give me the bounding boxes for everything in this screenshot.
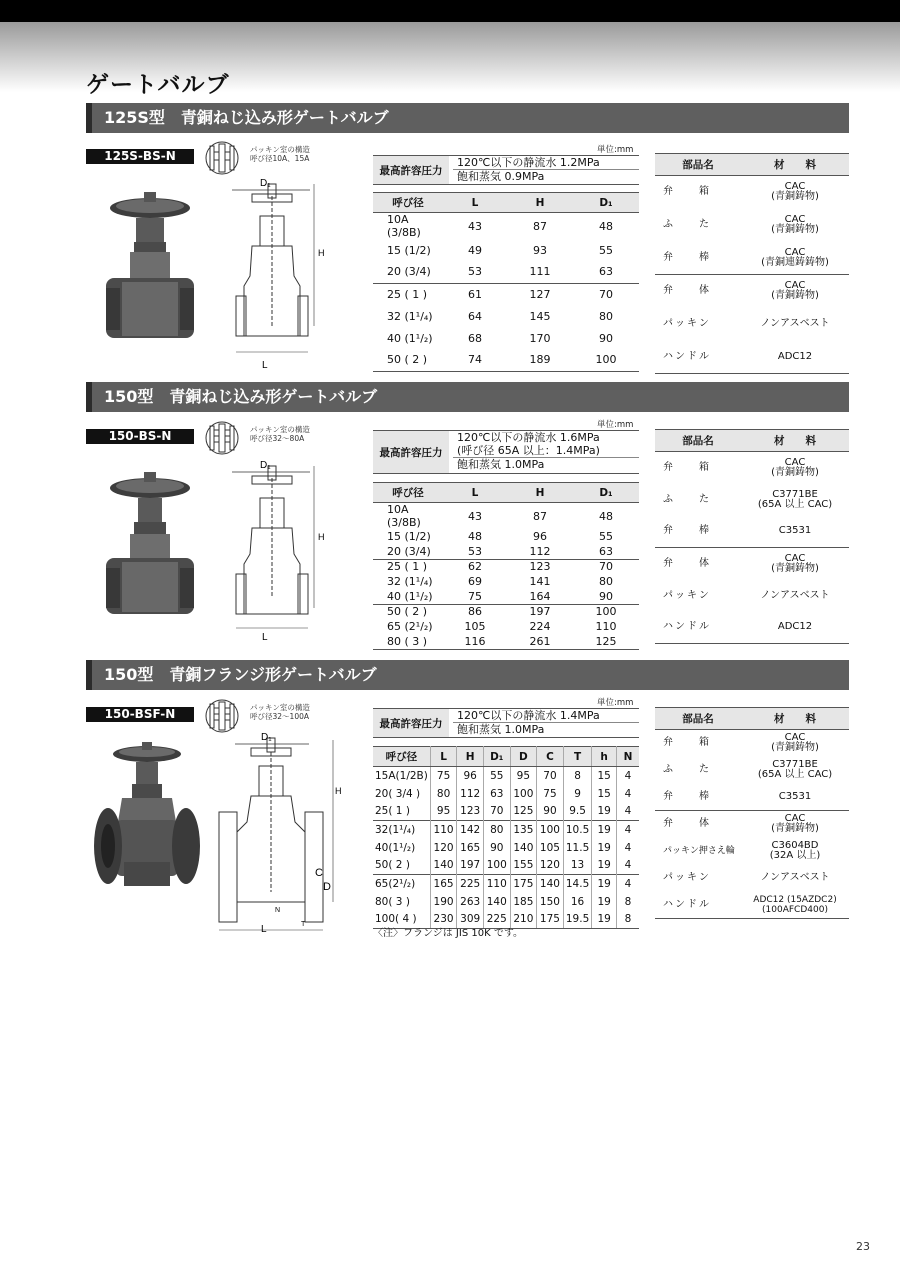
table-row: 50 ( 2 ) 74 189 100 — [373, 349, 639, 371]
table-row: 10A (3/8B) 43 87 48 — [387, 213, 613, 239]
table-row: 40(1¹/₂) 120 165 90 140 105 11.5 19 4 — [373, 839, 639, 857]
material-row: 弁 体 CAC (青銅鋳物) — [655, 275, 849, 308]
table-row: 100( 4 ) 230 309 225 210 175 19.5 19 8 — [373, 911, 639, 929]
table-row: 40 (1¹/₂) 75 164 90 — [387, 589, 613, 603]
pressure-label: 最高許容圧力 — [373, 156, 449, 184]
materials-table: 部品名 材 料 弁 箱 CAC (青銅鋳物) ふ た C3771BE (65A 以上 CAC) 弁 棒 C3531 弁 体 CAC (青銅鋳物) パッキン ノンアスベスト ハンドル ADC12 — [655, 429, 849, 644]
packing-chamber-icon — [202, 698, 242, 734]
table-row: 25 ( 1 ) 62 123 70 — [373, 559, 639, 574]
packing-note: パッキン室の構造 呼び径32〜100A — [250, 703, 310, 721]
table-row: 25( 1 ) 95 123 70 125 90 9.5 19 4 — [373, 803, 639, 821]
pressure-line: 120℃以下の静流水 1.6MPa — [457, 431, 600, 444]
table-row: 65 (2¹/₂) 105 224 110 — [387, 620, 617, 633]
dimension-table: 呼び径 L H D₁ D C T h N 15A(1/2B) 75 96 55 95 70 8 15 4 20( 3/4 ) 80 112 63 100 75 9 15 4 25( 1 ) 95 123 70 125 90 9.5 19 4 32(1¹/₄) 110 142 80 135 100 10.5 19 4 40(1¹/₂) 120 165 90 140 105 11.5 19 4 50( 2 ) 140 197 100 155 120 13 19 4 65(2¹/₂) 165 225 110 175 140 14.5 19 4 80( 3 ) 190 263 140 185 150 16 19 8 100( 4 ) 230 309 225 210 175 19.5 19 8 — [373, 746, 639, 929]
table-row: 15A(1/2B) 75 96 55 95 70 8 15 4 — [373, 767, 639, 785]
packing-note: パッキン室の構造 呼び径32〜80A — [250, 425, 310, 443]
material-row: パッキン押さえ輪 C3604BD (32A 以上) — [663, 840, 821, 861]
pressure-label: 最高許容圧力 — [373, 431, 449, 473]
materials-table: 部品名 材 料 弁 箱 CAC (青銅鋳物) ふ た C3771BE (65A 以上 CAC) 弁 棒 C3531 弁 体 CAC (青銅鋳物) パッキン押さえ輪 C3604BD (32A 以上) パッキン ノンアスベスト ハンドル ADC12 (15AZDC2) (100AFCD400) — [655, 707, 849, 919]
material-row: パッキン ノンアスベスト — [663, 318, 830, 329]
table-row: 32 (1¹/₄) 69 141 80 — [387, 575, 613, 588]
packing-chamber-icon — [202, 420, 242, 456]
model-label: 150-BSF-N — [86, 707, 194, 722]
unit-label: 単位:mm — [597, 145, 634, 155]
table-row: 65(2¹/₂) 165 225 110 175 140 14.5 19 4 — [373, 875, 639, 893]
dimension-drawing — [222, 176, 332, 370]
table-row: 32 (1¹/₄) 64 145 80 — [387, 309, 613, 323]
model-label: 150-BS-N — [86, 429, 194, 444]
valve-photo — [100, 470, 200, 620]
table-row: 40 (1¹/₂) 68 170 90 — [387, 331, 613, 345]
pressure-line: 飽和蒸気 1.0MPa — [457, 458, 545, 471]
label-h: H — [318, 532, 325, 542]
table-row: 20 (3/4) 53 112 63 — [387, 544, 613, 558]
label-d1: D₁ — [260, 460, 271, 471]
label-l: L — [262, 632, 268, 642]
page-title: ゲートバルブ — [86, 72, 230, 98]
unit-label: 単位:mm — [597, 420, 634, 430]
table-row: 20( 3/4 ) 80 112 63 100 75 9 15 4 — [373, 785, 639, 803]
material-row: ふ た C3771BE (65A 以上 CAC) — [663, 759, 833, 780]
table-row: 15 (1/2) 48 96 55 — [387, 530, 613, 543]
material-row: ハンドル ADC12 (15AZDC2) (100AFCD400) — [655, 892, 849, 919]
material-row: ふ た C3771BE (65A 以上 CAC) — [663, 488, 833, 510]
label-d1: D₁ — [261, 732, 272, 743]
material-row: ハンドル ADC12 — [655, 612, 849, 644]
table-row: 10A (3/8B) 43 87 48 — [387, 503, 613, 529]
top-bar — [0, 0, 900, 22]
packing-note: パッキン室の構造 呼び径10A、15A — [250, 145, 310, 163]
flange-note: 〈注〉フランジは JIS 10K です。 — [373, 928, 524, 939]
material-row: パッキン ノンアスベスト — [663, 872, 830, 883]
page-number: 23 — [856, 1240, 870, 1253]
label-l: L — [262, 360, 268, 370]
table-row: 80( 3 ) 190 263 140 185 150 16 19 8 — [373, 893, 639, 911]
label-d1: D₁ — [260, 178, 271, 189]
table-row: 80 ( 3 ) 116 261 125 — [373, 634, 639, 649]
table-row: 15 (1/2) 49 93 55 — [387, 243, 613, 257]
unit-label: 単位:mm — [597, 698, 634, 708]
material-row: 弁 体 CAC (青銅鋳物) — [655, 548, 849, 580]
material-row: 弁 箱 CAC (青銅鋳物) — [663, 456, 819, 478]
pressure-line: 飽和蒸気 0.9MPa — [457, 170, 545, 183]
pressure-line: 飽和蒸気 1.0MPa — [457, 723, 545, 736]
valve-photo — [92, 742, 202, 892]
dimension-table: 呼び径 L H D₁ 10A (3/8B) 43 87 48 15 (1/2) 48 96 55 20 (3/4) 53 112 63 25 ( 1 ) 62 123 70 32 (1¹/₄) 69 141 80 40 (1¹/₂) 75 164 90 50 ( 2 ) 86 197 100 65 (2¹/₂) 105 224 110 80 ( 3 ) 116 261 125 — [373, 482, 639, 650]
materials-table: 部品名 材 料 弁 箱 CAC (青銅鋳物) ふ た CAC (青銅鋳物) 弁 棒 CAC (青銅連鋳鋳物) 弁 体 CAC (青銅鋳物) パッキン ノンアスベスト ハンドル ADC12 — [655, 153, 849, 374]
dimension-drawing — [205, 732, 345, 934]
table-row: 25 ( 1 ) 61 127 70 — [373, 283, 639, 305]
pressure-label: 最高許容圧力 — [373, 709, 449, 737]
pressure-box — [373, 430, 639, 474]
section-header-150-bsf: 150型 青銅フランジ形ゲートバルブ — [86, 660, 849, 690]
valve-photo — [100, 190, 200, 345]
material-row: 弁 棒 CAC (青銅連鋳鋳物) — [663, 246, 829, 268]
pressure-box — [373, 155, 639, 185]
table-row: 50 ( 2 ) 86 197 100 — [373, 604, 639, 619]
material-row: ハンドル ADC12 — [655, 341, 849, 374]
label-h: H — [318, 248, 325, 258]
table-row: 50( 2 ) 140 197 100 155 120 13 19 4 — [373, 857, 639, 875]
material-row: 弁 体 CAC (青銅鋳物) — [655, 811, 849, 838]
label-t: T — [301, 921, 306, 928]
pressure-box — [373, 708, 639, 738]
section-header-125s: 125S型 青銅ねじ込み形ゲートバルブ — [86, 103, 849, 133]
label-d: D — [323, 881, 331, 893]
label-h: H — [335, 786, 342, 796]
model-label: 125S-BS-N — [86, 149, 194, 164]
material-row: 弁 棒 C3531 — [663, 525, 812, 537]
pressure-line: 120℃以下の静流水 1.4MPa — [453, 709, 639, 723]
material-row: 弁 棒 C3531 — [663, 790, 812, 802]
label-n: N — [275, 907, 281, 914]
dimension-drawing — [222, 458, 332, 642]
table-row: 32(1¹/₄) 110 142 80 135 100 10.5 19 4 — [373, 821, 639, 839]
dimension-table: 呼び径 L H D₁ 10A (3/8B) 43 87 48 15 (1/2) 49 93 55 20 (3/4) 53 111 63 25 ( 1 ) 61 127 70 32 (1¹/₄) 64 145 80 40 (1¹/₂) 68 170 90 50 ( 2 ) 74 189 100 — [373, 192, 639, 372]
section-header-150-bs: 150型 青銅ねじ込み形ゲートバルブ — [86, 382, 849, 412]
pressure-line: (呼び径 65A 以上：1.4MPa) — [453, 444, 639, 458]
material-row: パッキン ノンアスベスト — [663, 589, 830, 601]
material-row: 弁 箱 CAC (青銅鋳物) — [663, 181, 819, 203]
packing-chamber-icon — [202, 140, 242, 176]
label-l: L — [261, 924, 267, 934]
table-row: 20 (3/4) 53 111 63 — [387, 265, 613, 279]
pressure-line: 120℃以下の静流水 1.2MPa — [453, 156, 639, 170]
material-row: ふ た CAC (青銅鋳物) — [663, 214, 819, 235]
label-c: C — [315, 867, 323, 879]
material-row: 弁 箱 CAC (青銅鋳物) — [663, 732, 819, 754]
